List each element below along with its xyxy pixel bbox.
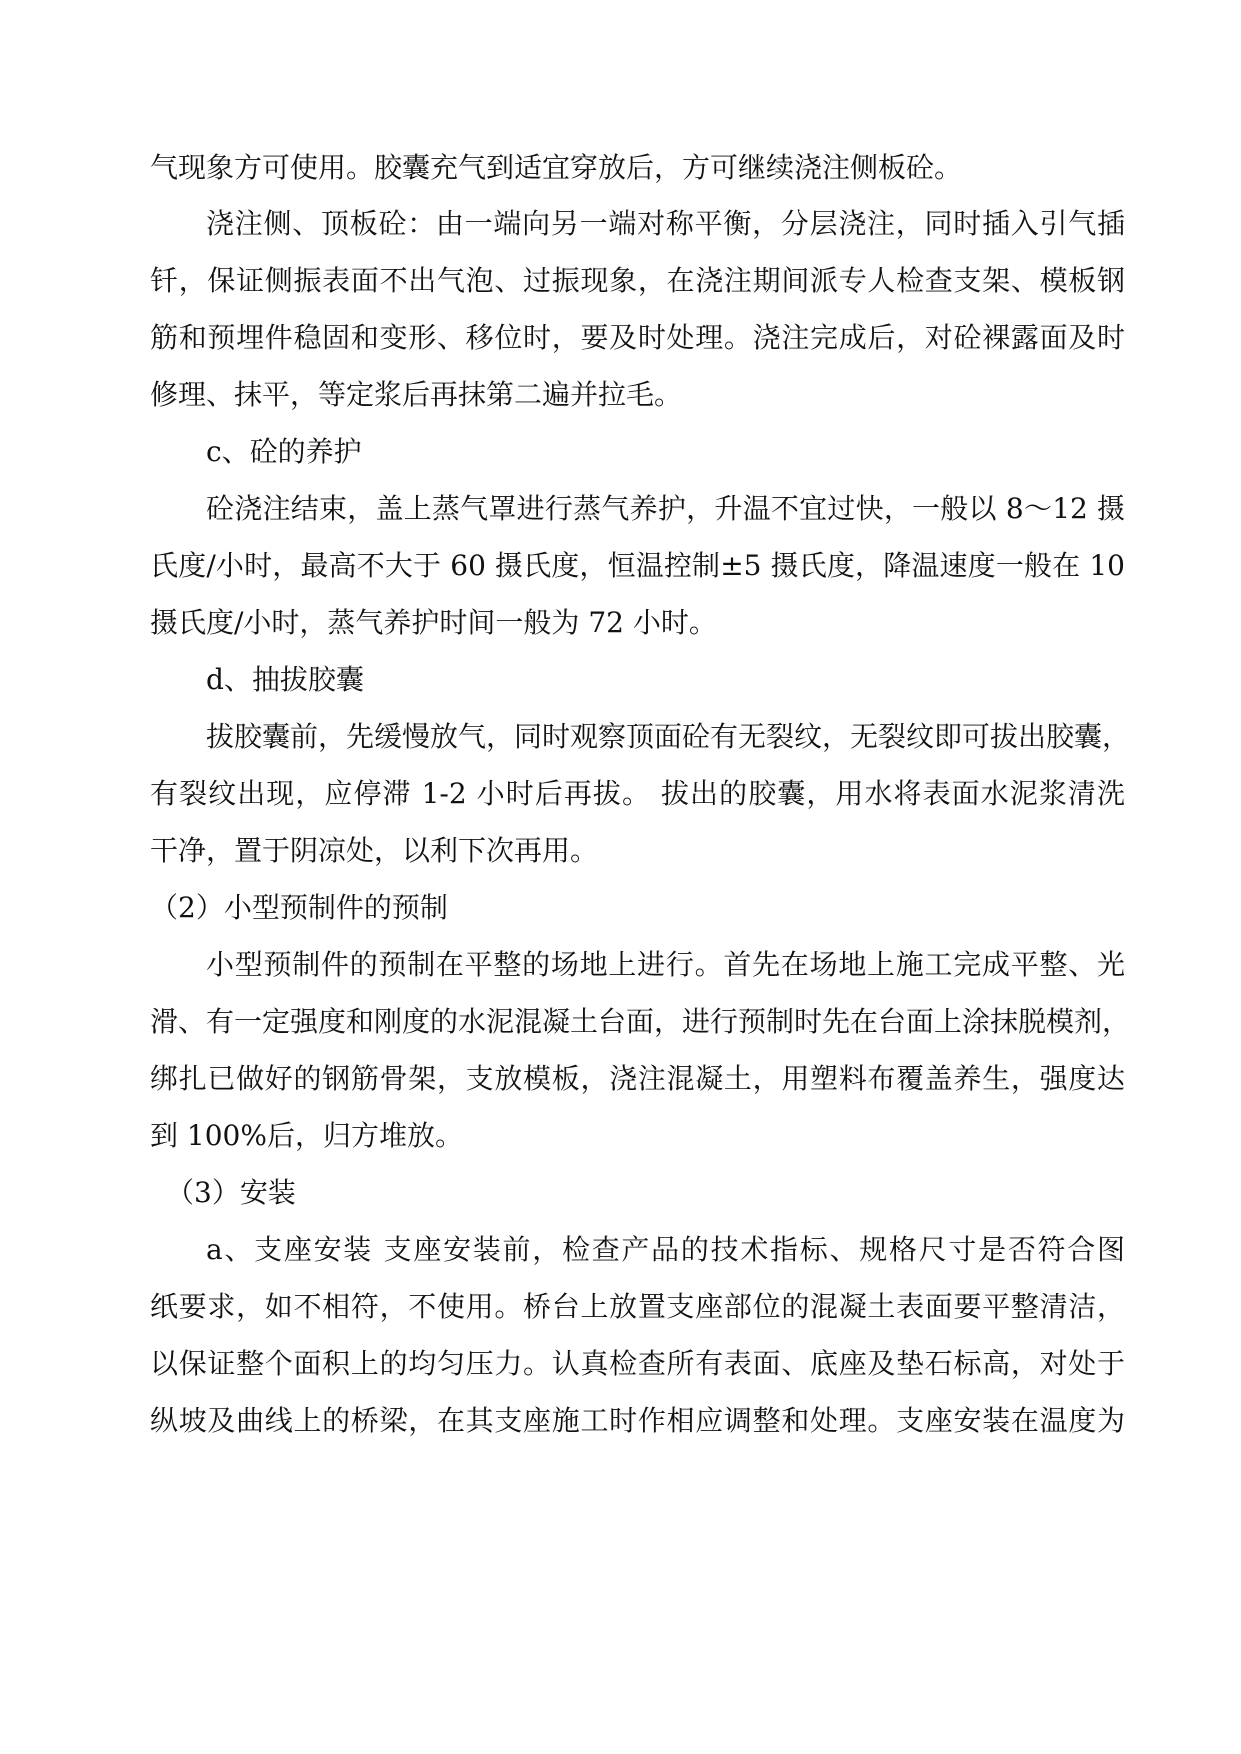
text-line: 纵坡及曲线上的桥梁，在其支座施工时作相应调整和处理。支座安装在温度为 [150, 1404, 1125, 1437]
text-line: 小型预制件的预制在平整的场地上进行。首先在场地上施工完成平整、光 [206, 948, 1125, 981]
text-line: 修理、抹平，等定浆后再抹第二遍并拉毛。 [150, 378, 683, 411]
text-line: 浇注侧、顶板砼：由一端向另一端对称平衡，分层浇注，同时插入引气插 [206, 207, 1125, 240]
text-line: 以保证整个面积上的均匀压力。认真检查所有表面、底座及垫石标高，对处于 [150, 1347, 1125, 1380]
text-line: 拔胶囊前，先缓慢放气，同时观察顶面砼有无裂纹，无裂纹即可拔出胶囊， [206, 720, 1131, 753]
text-line: a、支座安装 支座安装前，检查产品的技术指标、规格尺寸是否符合图 [206, 1233, 1125, 1266]
text-line: 有裂纹出现，应停滞 1-2 小时后再拔。 拔出的胶囊，用水将表面水泥浆清洗 [150, 777, 1125, 810]
text-line: 滑、有一定强度和刚度的水泥混凝土台面，进行预制时先在台面上涂抹脱模剂， [150, 1005, 1131, 1038]
text-line: 摄氏度/小时，蒸气养护时间一般为 72 小时。 [150, 606, 717, 639]
text-line: 钎，保证侧振表面不出气泡、过振现象，在浇注期间派专人检查支架、模板钢 [150, 264, 1125, 297]
text-line: 绑扎已做好的钢筋骨架，支放模板，浇注混凝土，用塑料布覆盖养生，强度达 [150, 1062, 1125, 1095]
text-line: 干净，置于阴凉处，以利下次再用。 [150, 834, 599, 867]
section-heading: （2）小型预制件的预制 [150, 891, 448, 924]
text-line: 筋和预埋件稳固和变形、移位时，要及时处理。浇注完成后，对砼裸露面及时 [150, 321, 1125, 354]
text-line: 纸要求，如不相符，不使用。桥台上放置支座部位的混凝土表面要平整清洁， [150, 1290, 1125, 1323]
section-heading: c、砼的养护 [206, 435, 362, 468]
section-heading: （3）安装 [166, 1176, 296, 1209]
text-line: 气现象方可使用。胶囊充气到适宜穿放后，方可继续浇注侧板砼。 [150, 151, 963, 184]
section-heading: d、抽拔胶囊 [206, 663, 364, 696]
text-line: 氏度/小时，最高不大于 60 摄氏度，恒温控制±5 摄氏度，降温速度一般在 10 [150, 549, 1125, 582]
text-line: 到 100%后，归方堆放。 [150, 1119, 463, 1152]
text-line: 砼浇注结束，盖上蒸气罩进行蒸气养护，升温不宜过快，一般以 8～12 摄 [206, 492, 1125, 525]
